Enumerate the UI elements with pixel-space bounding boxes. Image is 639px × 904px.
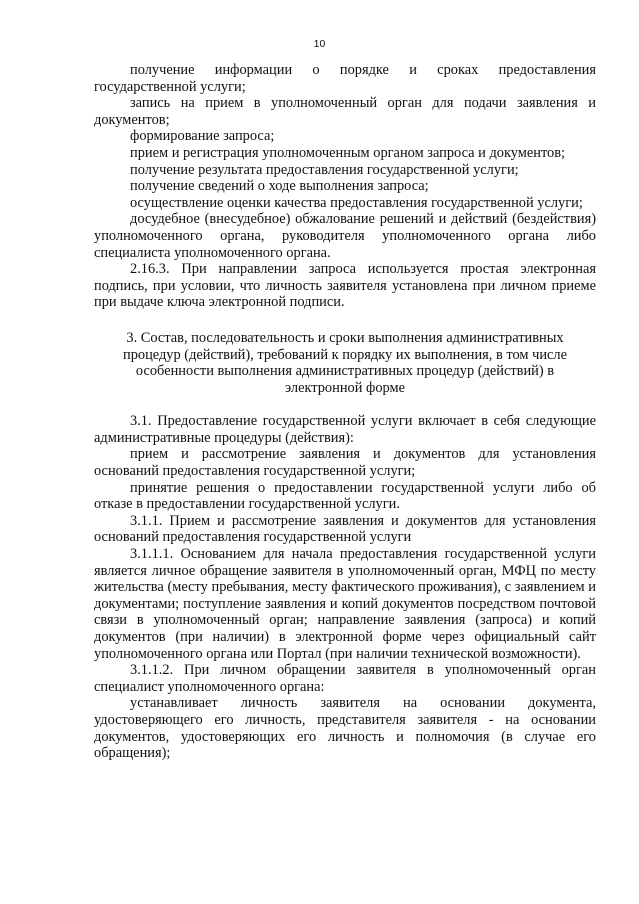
document-body <box>94 62 596 762</box>
paragraph: получение сведений о ходе выполнения запроса; <box>130 178 429 195</box>
section-heading-line: 3. Состав, последовательность и сроки выполнения административных <box>126 329 564 346</box>
section-heading-line: особенности выполнения административных процедур (действий) в <box>135 363 555 380</box>
paragraph: досудебное (внесудебное) обжалование решений и действий (бездействия) уполномоченного органа, руководителя уполномоченного органа либо специалиста уполномоченного органа. <box>94 211 596 261</box>
paragraph: 3.1. Предоставление государственной услуги включает в себя следующие административные процедуры (действия): <box>94 413 596 446</box>
page-number: 10 <box>313 38 326 50</box>
paragraph: 2.16.3. При направлении запроса используется простая электронная подпись, при условии, что личность заявителя установлена при личном приеме при выдаче ключа электронной подписи. <box>94 261 596 311</box>
paragraph: формирование запроса; <box>130 128 275 145</box>
paragraph: 3.1.1. Прием и рассмотрение заявления и документов для установления оснований предоставления государственной услуги <box>94 512 596 546</box>
paragraph: получение результата предоставления государственной услуги; <box>130 161 519 178</box>
section-heading <box>94 330 596 396</box>
paragraph: прием и рассмотрение заявления и документов для установления оснований предоставления государственной услуги; <box>94 446 596 480</box>
paragraph: осуществление оценки качества предоставления государственной услуги; <box>130 194 583 211</box>
paragraph: 3.1.1.2. При личном обращении заявителя в уполномоченный орган специалист уполномоченного органа: <box>94 662 596 695</box>
section-heading-line: электронной форме <box>284 379 406 396</box>
section-heading-line: процедур (действий), требований к порядку их выполнения, в том числе <box>123 346 567 363</box>
paragraph: устанавливает личность заявителя на основании документа, удостоверяющего его личность, представителя заявителя - на основании документов, удостоверяющих его личность и полномочия (в случае его обращения); <box>94 695 596 762</box>
paragraph: прием и регистрация уполномоченным органом запроса и документов; <box>130 144 566 161</box>
paragraph: запись на прием в уполномоченный орган для подачи заявления и документов; <box>94 95 596 128</box>
paragraph: 3.1.1.1. Основанием для начала предоставления государственной услуги является личное обращение заявителя в уполномоченный орган, МФЦ по месту жительства (месту пребывания, месту фактического проживания), с заявлением и документами; поступление заявления и копий документов посредством почтовой связи в уполномоченный орган; направление заявления (запроса) и копий документов (при наличии) в электронной форме через официальный сайт уполномоченного органа или Портал (при наличии технической возможности). <box>94 546 596 662</box>
paragraph: принятие решения о предоставлении государственной услуги либо об отказе в предоставлении государственной услуги. <box>94 479 596 513</box>
paragraph: получение информации о порядке и сроках предоставления государственной услуги; <box>94 62 596 95</box>
